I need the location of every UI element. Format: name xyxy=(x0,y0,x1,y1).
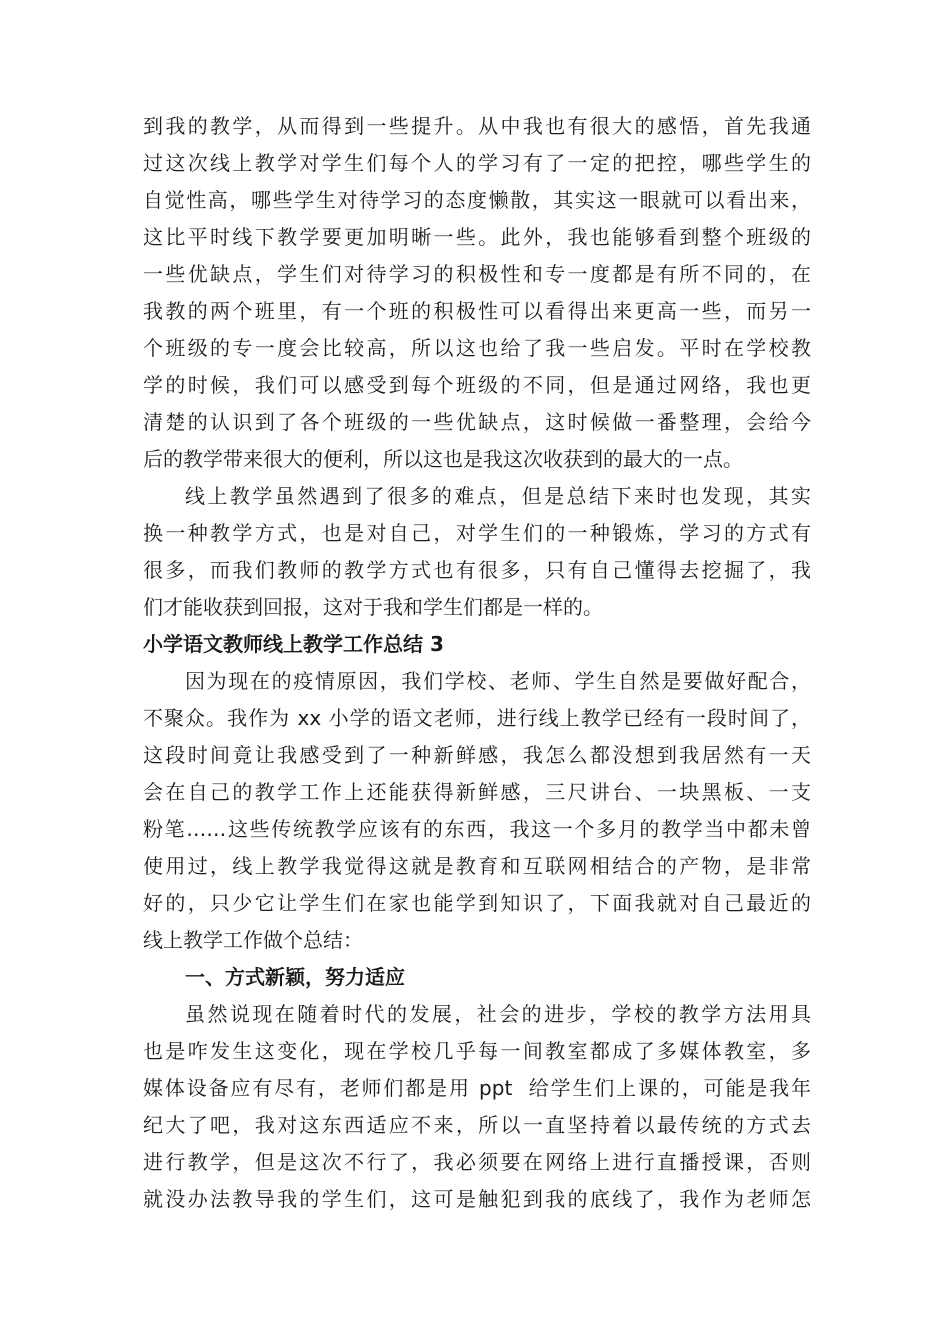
paragraph-line: 到我的教学，从而得到一些提升。从中我也有很大的感悟，首先我通 xyxy=(143,114,811,138)
paragraph-line: 虽然说现在随着时代的发展，社会的进步，学校的教学方法用具 xyxy=(185,1002,811,1026)
paragraph-line: 不聚众。我作为 xx 小学的语文老师，进行线上教学已经有一段时间了， xyxy=(143,706,811,730)
paragraph-line: 换一种教学方式，也是对自己，对学生们的一种锻炼，学习的方式有 xyxy=(143,521,811,545)
paragraph-line: 这比平时线下教学要更加明晰一些。此外，我也能够看到整个班级的 xyxy=(143,225,811,249)
paragraph-line: 粉笔……这些传统教学应该有的东西，我这一个多月的教学当中都未曾 xyxy=(143,817,811,841)
paragraph-line: 媒体设备应有尽有，老师们都是用 ppt 给学生们上课的，可能是我年 xyxy=(143,1076,811,1100)
paragraph-line: 我教的两个班里，有一个班的积极性可以看得出来更高一些，而另一 xyxy=(143,299,811,323)
paragraph-line: 自觉性高，哪些学生对待学习的态度懒散，其实这一眼就可以看出来， xyxy=(143,188,811,212)
paragraph-line: 这段时间竟让我感受到了一种新鲜感，我怎么都没想到我居然有一天 xyxy=(143,743,811,767)
paragraph-line: 个班级的专一度会比较高，所以这也给了我一些启发。平时在学校教 xyxy=(143,336,811,360)
paragraph-line: 也是咋发生这变化，现在学校几乎每一间教室都成了多媒体教室，多 xyxy=(143,1039,811,1063)
paragraph-line: 因为现在的疫情原因，我们学校、老师、学生自然是要做好配合， xyxy=(185,669,811,693)
paragraph-line: 们才能收获到回报，这对于我和学生们都是一样的。 xyxy=(143,595,603,619)
paragraph-line: 学的时候，我们可以感受到每个班级的不同，但是通过网络，我也更 xyxy=(143,373,811,397)
paragraph-line: 一些优缺点，学生们对待学习的积极性和专一度都是有所不同的，在 xyxy=(143,262,811,286)
paragraph-line: 就没办法教导我的学生们，这可是触犯到我的底线了，我作为老师怎 xyxy=(143,1187,811,1211)
section-heading: 一、方式新颖，努力适应 xyxy=(185,965,405,989)
paragraph-line: 会在自己的教学工作上还能获得新鲜感，三尺讲台、一块黑板、一支 xyxy=(143,780,811,804)
paragraph-line: 后的教学带来很大的便利，所以这也是我这次收获到的最大的一点。 xyxy=(143,447,743,471)
paragraph-line: 线上教学虽然遇到了很多的难点，但是总结下来时也发现，其实 xyxy=(185,484,811,508)
paragraph-line: 好的，只少它让学生们在家也能学到知识了，下面我就对自己最近的 xyxy=(143,891,811,915)
document-body xyxy=(143,108,811,1218)
paragraph-line: 清楚的认识到了各个班级的一些优缺点，这时候做一番整理，会给今 xyxy=(143,410,811,434)
paragraph-line: 线上教学工作做个总结： xyxy=(143,928,363,952)
paragraph-line: 纪大了吧，我对这东西适应不来，所以一直坚持着以最传统的方式去 xyxy=(143,1113,811,1137)
paragraph-line: 进行教学，但是这次不行了，我必须要在网络上进行直播授课，否则 xyxy=(143,1150,811,1174)
section-heading: 小学语文教师线上教学工作总结 3 xyxy=(143,632,444,656)
paragraph-line: 使用过，线上教学我觉得这就是教育和互联网相结合的产物，是非常 xyxy=(143,854,811,878)
paragraph-line: 很多，而我们教师的教学方式也有很多，只有自己懂得去挖掘了，我 xyxy=(143,558,811,582)
paragraph-line: 过这次线上教学对学生们每个人的学习有了一定的把控，哪些学生的 xyxy=(143,151,811,175)
